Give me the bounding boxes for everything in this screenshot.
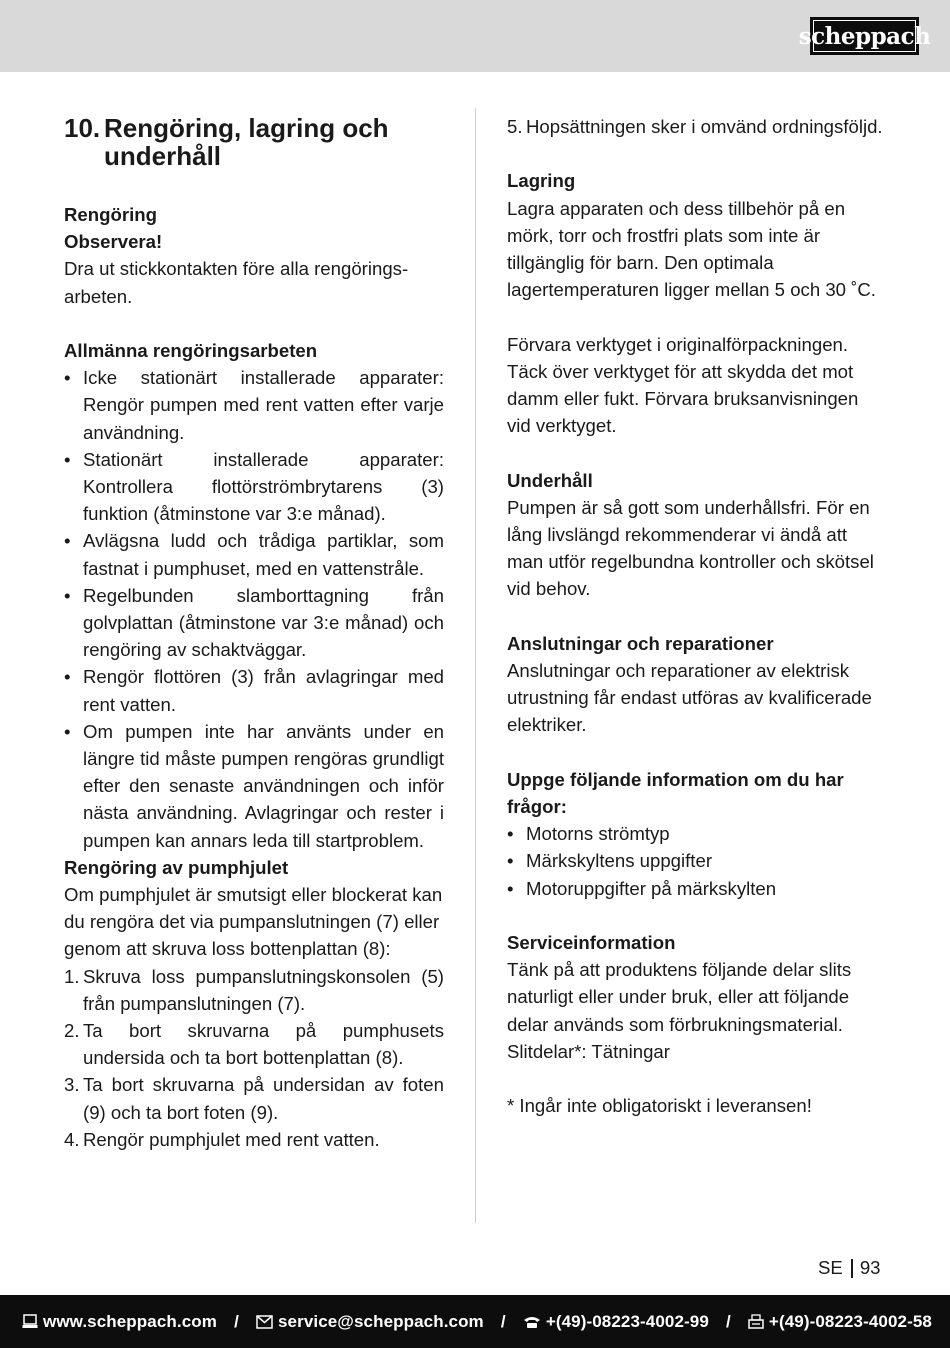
phone-icon	[523, 1315, 541, 1329]
storage-text-2: Förvara verktyget i originalförpackningen. Täck över verktyget för att skydda det mot damm eller fukt. Förvara bruksanvisningen vid verktyget.	[507, 333, 859, 437]
list-item: • Rengör flottören (3) från avlagringar med rent vatten.	[64, 666, 444, 715]
footer-separator: /	[234, 1311, 239, 1331]
list-item: • Icke stationärt installerade apparater: Rengör pumpen med rent vatten efter varje användning.	[64, 367, 444, 443]
list-item: • Avlägsna ludd och trådiga partiklar, som fastnat i pumphuset, med en vattenstråle.	[64, 530, 444, 579]
email-link[interactable]: service@scheppach.com	[278, 1311, 484, 1331]
section-number: 10.	[64, 113, 101, 143]
info-list	[507, 820, 887, 902]
list-item: 3. Ta bort skruvarna på undersidan av foten (9) och ta bort foten (9).	[64, 1074, 444, 1123]
general-cleaning-heading: Allmänna rengöringsarbeten	[64, 340, 318, 361]
storage-text: Lagra apparaten och dess tillbehör på en mörk, torr och frostfri plats som inte är tillgänglig för barn. Den optimala lagertemperaturen ligger mellan 5 och 30 ˚C.	[507, 197, 876, 301]
page-number	[818, 1256, 881, 1280]
computer-icon	[22, 1314, 38, 1329]
impeller-heading: Rengöring av pumphjulet	[64, 856, 289, 878]
list-item: 1. Skruva loss pumpanslutningskonsolen (5) från pumpanslutningen (7).	[64, 965, 444, 1014]
general-cleaning-list	[64, 364, 444, 854]
phone-number[interactable]: +(49)-08223-4002-99	[545, 1311, 709, 1331]
section-title: Rengöring, lagring och underhåll	[104, 113, 389, 171]
website-link[interactable]: www.scheppach.com	[43, 1311, 217, 1331]
list-item: • Stationärt installerade apparater: Kontrollera flottörströmbrytarens (3) funktion (åtminstone var 3:e månad).	[64, 448, 444, 525]
impeller-steps	[64, 963, 444, 1153]
page-lang: SE	[818, 1257, 843, 1278]
notice-heading: Observera!	[64, 231, 163, 253]
footer-separator: /	[725, 1311, 731, 1331]
list-item: 2. Ta bort skruvarna på pumphusets undersida och ta bort bottenplattan (8).	[64, 1020, 444, 1069]
fax-number[interactable]: +(49)-08223-4002-58	[768, 1311, 932, 1331]
contact-footer	[0, 1295, 950, 1348]
maintenance-text: Pumpen är så gott som underhållsfri. För en lång livslängd rekommenderar vi ändå att man utför regelbundna kontroller och skötsel vid behov.	[507, 496, 874, 600]
maintenance-heading: Underhåll	[507, 469, 593, 491]
list-item: • Märkskyltens uppgifter	[507, 850, 713, 872]
list-item: • Motorns strömtyp	[507, 823, 670, 845]
reassembly-step: 5. Hopsättningen sker i omvänd ordningsföljd.	[507, 116, 883, 137]
email-icon	[256, 1315, 273, 1329]
connections-heading: Anslutningar och reparationer	[507, 632, 774, 654]
page-separator	[851, 1259, 853, 1278]
page-num: 93	[859, 1257, 881, 1278]
footer-separator: /	[500, 1311, 506, 1331]
scheppach-logo: scheppach	[810, 17, 919, 55]
service-heading: Serviceinformation	[507, 932, 676, 953]
cleaning-heading: Rengöring	[64, 204, 157, 225]
footnote: * Ingår inte obligatoriskt i leveransen!	[507, 1095, 812, 1117]
fax-icon	[748, 1314, 764, 1329]
notice-text: Dra ut stickkontakten före alla rengörings-arbeten.	[64, 258, 409, 307]
left-column	[64, 113, 444, 1153]
impeller-text: Om pumphjulet är smutsigt eller blockerat kan du rengöra det via pumpanslutningen (7) eller genom att skruva loss bottenplattan (8):	[64, 884, 443, 960]
wear-parts: Slitdelar*: Tätningar	[507, 1040, 670, 1062]
right-column	[507, 113, 887, 1119]
info-heading: Uppge följande information om du har frågor:	[507, 768, 844, 817]
list-item: • Om pumpen inte har använts under en längre tid måste pumpen rengöras grundligt efter den senaste användningen och inför nästa användning. Avlagringar och rester i pumpen kan annars leda till startproblem.	[64, 720, 444, 851]
column-divider	[475, 108, 476, 1223]
storage-heading: Lagring	[507, 170, 576, 192]
list-item: 4. Rengör pumphjulet med rent vatten.	[64, 1128, 380, 1150]
list-item: • Motoruppgifter på märkskylten	[507, 877, 777, 899]
service-text: Tänk på att produktens följande delar slits naturligt eller under bruk, eller att följande delar används som förbrukningsmaterial.	[507, 959, 852, 1035]
section-heading	[64, 114, 444, 170]
connections-text: Anslutningar och reparationer av elektrisk utrustning får endast utföras av kvalificerade elektriker.	[507, 660, 872, 736]
list-item: • Regelbunden slamborttagning från golvplattan (åtminstone var 3:e månad) och rengöring av schaktväggar.	[64, 584, 444, 661]
